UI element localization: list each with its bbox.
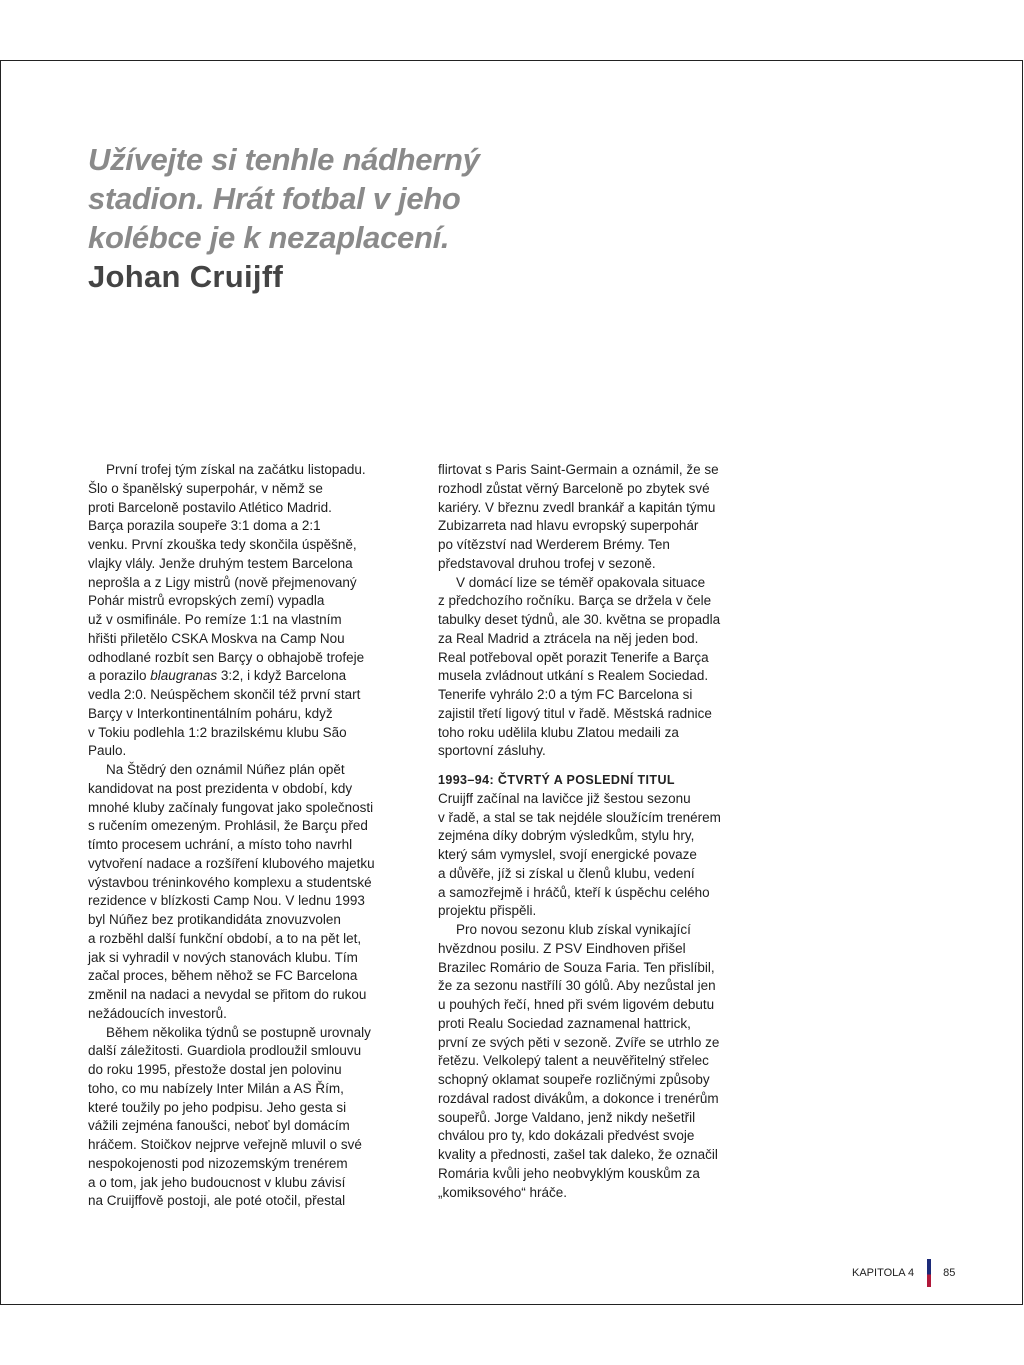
- quote-line: Užívejte si tenhle nádherný: [88, 142, 480, 177]
- text-line: schopný oklamat soupeře rozličnými způsoby: [438, 1072, 710, 1087]
- quote-line: stadion. Hrát fotbal v jeho: [88, 181, 461, 216]
- text-line: na Cruijffově postoji, ale poté otočil, přestal: [88, 1193, 346, 1209]
- text-line: Na Štědrý den oznámil Núñez plán opět: [106, 762, 345, 777]
- page-number: 85: [943, 1267, 956, 1279]
- text-line: Brazilec Romário de Souza Faria. Ten přislíbil,: [438, 959, 715, 975]
- right-column: [438, 461, 763, 1202]
- page-footer: [852, 1259, 955, 1287]
- left-column: [88, 461, 408, 1211]
- text-line: vážili zejména fanoušci, neboť byl domácím: [88, 1118, 350, 1134]
- text-line: flirtovat s Paris Saint-Germain a oznámil, že se: [438, 462, 719, 477]
- text-line: v Tokiu podlehla 1:2 brazilskému klubu São: [88, 724, 347, 740]
- text-line: rozdával radost divákům, a dokonce i trenérům: [438, 1090, 719, 1106]
- text-line: Romária kvůli jeho neobvyklým kouskům za: [438, 1165, 700, 1181]
- text-line: kariéry. V březnu zvedl brankář a kapitán týmu: [438, 499, 716, 515]
- text-line: další záležitosti. Guardiola prodloužil smlouvu: [88, 1043, 362, 1059]
- text-line: rezidence v blízkosti Camp Nou. V lednu 1993: [88, 893, 365, 909]
- text-line: už v osmifinále. Po remíze 1:1 na vlastním: [88, 612, 342, 627]
- text-line: a o tom, jak jeho budoucnost v klubu závisí: [88, 1174, 346, 1190]
- text-line: po vítězství nad Werderem Brémy. Ten: [438, 537, 670, 552]
- text-line: musela zvládnout utkání s Realem Sociedad.: [438, 668, 709, 684]
- text-line: a důvěře, jíž si získal u členů klubu, vedení: [438, 865, 695, 881]
- text-line: Tenerife vyhrálo 2:0 a tým FC Barcelona si: [438, 687, 693, 702]
- text-line: kvality a přednosti, zašel tak daleko, že označil: [438, 1147, 718, 1162]
- text-line: toho roku udělila klubu Zlatou medaili za: [438, 724, 679, 740]
- text-line: a porazilo blaugranas 3:2, i když Barcelona: [88, 668, 347, 684]
- text-line: venku. První zkouška tedy skončila úspěšně,: [88, 537, 357, 552]
- text-line: že za sezonu nastřílí 30 gólů. Aby nezůstal jen: [438, 978, 716, 994]
- text-line: začal proces, během něhož se FC Barcelona: [88, 968, 358, 984]
- text-line: odhodlané rozbít sen Barçy o obhajobě trofeje: [88, 649, 365, 665]
- text-line: Pohár mistrů evropských zemí) vypadla: [88, 593, 325, 609]
- text-line: V domácí lize se téměř opakovala situace: [456, 574, 706, 590]
- text-line: řetězu. Velkolepý talent a neuvěřitelný střelec: [438, 1053, 709, 1069]
- text-line: vedla 2:0. Neúspěchem skončil též první start: [88, 687, 361, 702]
- text-line: kandidovat na post prezidenta v období, kdy: [88, 780, 353, 796]
- text-line: změnil na nadaci a nevydal se přitom do rukou: [88, 987, 367, 1002]
- text-line: Barçy v Interkontinentálním poháru, když: [88, 705, 333, 721]
- quote-line: kolébce je k nezaplacení.: [88, 220, 450, 255]
- text-line: Barça porazila soupeře 3:1 doma a 2:1: [88, 518, 321, 534]
- text-line: „komiksového“ hráče.: [438, 1184, 568, 1200]
- color-bar: [927, 1259, 931, 1287]
- text-line: do roku 1995, přestože dostal jen polovinu: [88, 1062, 342, 1077]
- text-line: a rozběhl další funkční období, a to na pět let,: [88, 930, 362, 946]
- text-line: Paulo.: [88, 743, 127, 759]
- text-line: z předchozího ročníku. Barça se držela v čele: [438, 593, 712, 609]
- text-line: sportovní zásluhy.: [438, 743, 546, 759]
- text-line: za Real Madrid a ztrácela na něj jeden bod.: [438, 630, 699, 646]
- text-line: vlajky vlály. Jenže druhým testem Barcelona: [88, 555, 353, 571]
- text-line: zejména díky dobrým výsledkům, stylu hry,: [438, 828, 695, 844]
- text-line: nespokojenosti pod nizozemským trenérem: [88, 1155, 348, 1171]
- text-line: tabulky deset týdnů, ale 30. května se propadla: [438, 612, 721, 627]
- section-heading: 1993–94: ČTVRTÝ A POSLEDNÍ TITUL: [438, 773, 675, 787]
- text-line: v řadě, a stal se tak nejdéle sloužícím trenérem: [438, 809, 721, 825]
- text-line: u pouhých řečí, hned při svém ligovém debutu: [438, 997, 715, 1012]
- text-line: soupeřů. Jorge Valdano, jenž nikdy nešetřil: [438, 1109, 696, 1125]
- text-line: proti Barceloně postavilo Atlético Madrid.: [88, 499, 332, 515]
- text-line: chválou pro ty, kdo dokázali předvést svoje: [438, 1128, 695, 1144]
- chapter-label: KAPITOLA 4: [852, 1267, 915, 1279]
- text-line: výstavbou tréninkového komplexu a studentské: [88, 874, 372, 890]
- text-line: První trofej tým získal na začátku listopadu.: [106, 462, 366, 477]
- text-line: první ze svých pěti v sezoně. Zvíře se utrhlo ze: [438, 1034, 720, 1050]
- text-line: Cruijff začínal na lavičce již šestou sezonu: [438, 790, 691, 806]
- text-line: byl Núñez bez protikandidáta znovuzvolen: [88, 912, 341, 927]
- section-gap: [438, 761, 763, 771]
- pull-quote: [88, 140, 608, 296]
- text-line: který sám vymyslel, svojí energické povaze: [438, 847, 697, 862]
- text-line: a samozřejmě i hráčů, kteří k úspěchu celého: [438, 884, 710, 900]
- text-line: toho, co mu nabízely Inter Milán a AS Řím,: [88, 1080, 344, 1096]
- text-line: představoval druhou trofej v sezoně.: [438, 555, 656, 571]
- quote-author: Johan Cruijff: [88, 259, 284, 294]
- text-line: Pro novou sezonu klub získal vynikající: [456, 922, 691, 937]
- text-line: zajistil třetí ligový titul v řadě. Městská radnice: [438, 705, 712, 721]
- text-line: Zubizarreta nad hlavu evropský superpohár: [438, 518, 699, 534]
- text-line: vytvoření nadace a rozšíření klubového majetku: [88, 855, 375, 871]
- text-line: nežádoucích investorů.: [88, 1005, 227, 1021]
- text-line: mnohé kluby začínaly fungovat jako společnosti: [88, 799, 374, 815]
- text-line: hráčem. Stoičkov nejprve veřejně mluvil o své: [88, 1137, 362, 1152]
- text-line: neprošla a z Ligy mistrů (nově přejmenovaný: [88, 574, 357, 590]
- text-line: Šlo o španělský superpohár, v němž se: [88, 480, 323, 496]
- text-line: které toužily po jeho podpisu. Jeho gesta si: [88, 1099, 347, 1115]
- text-line: rozhodl zůstat věrný Barceloně po zbytek své: [438, 480, 710, 496]
- text-line: hvězdnou posilu. Z PSV Eindhoven přišel: [438, 940, 686, 956]
- text-line: s ručením omezeným. Prohlásil, že Barçu před: [88, 818, 368, 834]
- text-line: hřišti přiletělo CSKA Moskva na Camp Nou: [88, 630, 345, 646]
- text-line: jak si vyhradil v nových stanovách klubu. Tím: [88, 949, 358, 965]
- text-line: projektu přispěli.: [438, 903, 537, 919]
- text-line: Real potřeboval opět porazit Tenerife a Barça: [438, 649, 709, 665]
- text-line: proti Realu Sociedad zaznamenal hattrick,: [438, 1015, 691, 1031]
- text-line: Během několika týdnů se postupně urovnaly: [106, 1024, 371, 1040]
- text-line: tímto procesem uchrání, a místo toho navrhl: [88, 837, 353, 852]
